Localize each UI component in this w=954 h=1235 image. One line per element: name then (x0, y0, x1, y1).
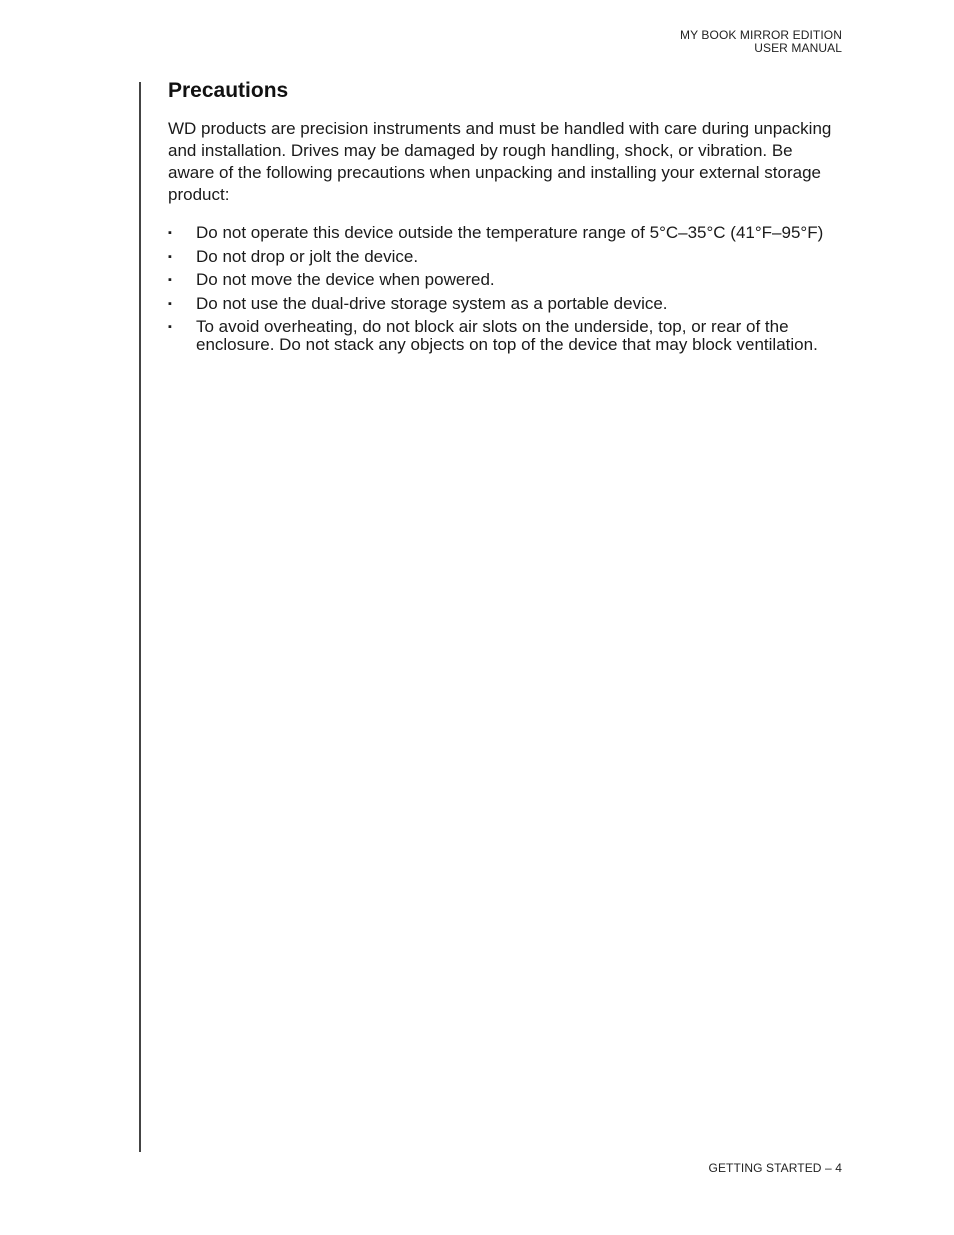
bullet-square-icon: ▪ (168, 227, 172, 239)
list-item-text: Do not operate this device outside the temperature range of 5°C–35°C (41°F–95°F) (196, 223, 824, 242)
page-content (168, 78, 838, 360)
section-title: Precautions (168, 79, 289, 102)
list-item-text: Do not drop or jolt the device. (196, 246, 419, 266)
list-item (168, 271, 838, 289)
running-header (680, 29, 842, 55)
list-item-text: To avoid overheating, do not block air slots on the underside, top, or rear of the enclosure. Do not stack any objects on top of the device that may block ventilation. (196, 317, 818, 354)
precautions-list (168, 224, 838, 354)
header-document-type: USER MANUAL (754, 41, 842, 55)
list-item (168, 248, 838, 266)
running-footer: GETTING STARTED – 4 (708, 1161, 842, 1175)
header-product-name: MY BOOK MIRROR EDITION (680, 28, 842, 42)
bullet-square-icon: ▪ (168, 250, 172, 263)
list-item-text: Do not use the dual-drive storage system as a portable device. (196, 293, 668, 313)
list-item (168, 224, 838, 242)
margin-rule (139, 82, 141, 1152)
list-item-text: Do not move the device when powered. (196, 270, 495, 289)
intro-paragraph: WD products are precision instruments and must be handled with care during unpacking and installation. Drives may be damaged by rough handling, shock, or vibration. Be aware of the following precautions when unpacking and installing your external storage product: (168, 119, 832, 204)
bullet-square-icon: ▪ (168, 321, 172, 333)
bullet-square-icon: ▪ (168, 297, 172, 310)
list-item (168, 295, 838, 313)
bullet-square-icon: ▪ (168, 274, 172, 286)
list-item (168, 318, 838, 354)
